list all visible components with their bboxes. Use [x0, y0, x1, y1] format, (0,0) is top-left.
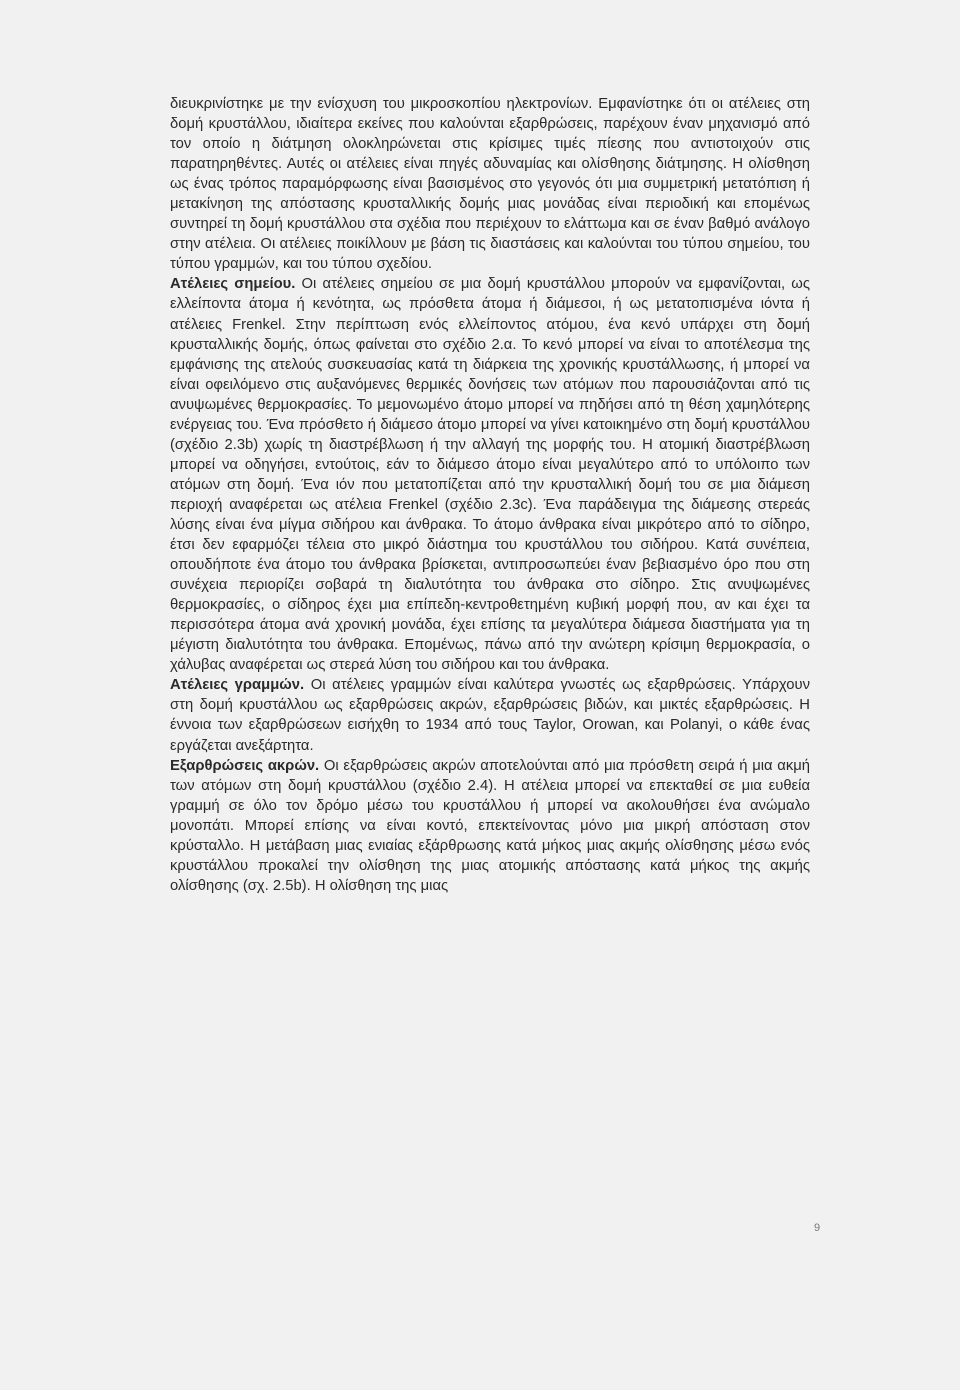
section-heading: Ατέλειες γραμμών.: [170, 677, 305, 694]
paragraph-line-defects: [170, 675, 810, 755]
paragraph-intro: [170, 94, 810, 274]
paragraph-edge-dislocations: [170, 756, 810, 896]
paragraph-text: διευκρινίστηκε με την ενίσχυση του μικροσκοπίου ηλεκτρονίων. Εμφανίστηκε ότι οι ατέλειες στη δομή κρυστάλλου, ιδιαίτερα εκείνες που καλούνται εξαρθρώσεις, παρέχουν έναν μηχανισμό από τον οποίο η διάτμηση ολοκληρώνεται στις κρίσιμες τιμές πίεσης που αντιστοιχούν στις παρατηρηθέντες. Αυτές οι ατέλειες είναι πηγές αδυναμίας και ολίσθησης διάτμησης. Η ολίσθηση ως ένας τρόπος παραμόρφωσης είναι βασισμένος στο γεγονός ότι μια συμμετρική μετατόπιση ή μετακίνηση της απόστασης κρυσταλλικής δομής μιας μονάδας είναι περιοδική και επομένως συντηρεί τη δομή κρυστάλλου στα σχέδια που περιέχουν το ελάττωμα και σε έναν βαθμό ανάλογο στην ατέλεια. Οι ατέλειες ποικίλλουν με βάση τις διαστάσεις και καλούνται του τύπου σημείου, του τύπου γραμμών, και του τύπου σχεδίου.: [170, 96, 810, 273]
paragraph-text: Οι ατέλειες σημείου σε μια δομή κρυστάλλου μπορούν να εμφανίζονται, ως ελλείποντα άτομα ή κενότητα, ως πρόσθετα άτομα ή διάμεσοι, ή ως μετατοπισμένα ιόντα ή ατέλειες Frenkel. Στην περίπτωση ενός ελλείποντος ατόμου, ένα κενό υπάρχει στη δομή κρυσταλλικής δομής, όπως φαίνεται στο σχέδιο 2.α. Το κενό μπορεί να είναι το αποτέλεσμα της εμφάνισης της ατελούς συσκευασίας κατά τη διάρκεια της χρονικής κρυστάλλωσης, ή μπορεί να είναι οφειλόμενο στις αυξανόμενες θερμικές δονήσεις των ατόμων που παρουσιάζονται από τις ανυψωμένες θερμοκρασίες. Το μεμονωμένο άτομο μπορεί να πηδήσει από τη θέση χαμηλότερης ενέργειας του. Ένα πρόσθετο ή διάμεσο άτομο μπορεί να γίνει κατοικημένο στη δομή κρυστάλλου (σχέδιο 2.3b) χωρίς τη διαστρέβλωση ή την αλλαγή της μορφής του. Η ατομική διαστρέβλωση μπορεί να οδηγήσει, εντούτοις, εάν το διάμεσο άτομο είναι μεγαλύτερο από το υπόλοιπο των ατόμων στη δομή. Ένα ιόν που μετατοπίζεται από την κρυσταλλική δομή του σε μια διάμεση περιοχή αναφέρεται ως ατέλεια Frenkel (σχέδιο 2.3c). Ένα παράδειγμα της διάμεσης στερεάς λύσης είναι ένα μίγμα σιδήρου και άνθρακα. Το άτομο άνθρακα είναι μικρότερο από το σίδηρο, έτσι δεν εφαρμόζει τέλεια στο μικρό διάστημα του κρυστάλλου του σιδήρου. Κατά συνέπεια, οπουδήποτε ένα άτομο του άνθρακα βρίσκεται, αντιπροσωπεύει έναν βεβιασμένο όρο που στη συνέχεια περιορίζει σοβαρά τη διαλυτότητα του άνθρακα στο σίδηρο. Στις ανυψωμένες θερμοκρασίες, ο σίδηρος έχει μια επίπεδη-κεντροθετημένη κυβική μορφή που, αν και έχει τα περισσότερα άτομα ανά χρονική μονάδα, έχει επίσης τα μεγαλύτερα διάμεσα διαστήματα για τη μέγιστη διαλυτότητα του άνθρακα. Επομένως, πάνω από την ανώτερη κρίσιμη θερμοκρασία, ο χάλυβας αναφέρεται ως στερεά λύση του σιδήρου και του άνθρακα.: [170, 276, 810, 674]
paragraph-point-defects: [170, 274, 810, 675]
page-number: 9: [814, 1222, 821, 1234]
paragraph-text: Οι εξαρθρώσεις ακρών αποτελούνται από μια πρόσθετη σειρά ή μια ακμή των ατόμων στη δομή κρυστάλλου (σχέδιο 2.4). Η ατέλεια μπορεί να επεκταθεί σε μια ευθεία γραμμή σε όλο τον δρόμο μέσω του κρυστάλλου ή μπορεί να ακολουθήσει ένα ανώμαλο μονοπάτι. Μπορεί επίσης να είναι κοντό, επεκτείνοντας μόνο μια μικρή απόσταση στον κρύσταλλο. Η μετάβαση μιας ενιαίας εξάρθρωσης κατά μήκος μιας ακμής ολίσθησης μέσω ενός κρυστάλλου προκαλεί την ολίσθηση της μιας ατομικής απόστασης κατά μήκος της ακμής ολίσθησης (σχ. 2.5b). Η ολίσθηση της μιας: [170, 757, 810, 894]
body-text: [170, 94, 810, 896]
paragraph-text: Οι ατέλειες γραμμών είναι καλύτερα γνωστές ως εξαρθρώσεις. Υπάρχουν στη δομή κρυστάλλου ως εξαρθρώσεις ακρών, εξαρθρώσεις βιδών, και μικτές εξαρθρώσεις. Η έννοια των εξαρθρώσεων εισήχθη το 1934 από τους Taylor, Orowan, και Polanyi, ο κάθε ένας εργάζεται ανεξάρτητα.: [170, 677, 810, 754]
section-heading: Εξαρθρώσεις ακρών.: [170, 757, 320, 774]
section-heading: Ατέλειες σημείου.: [170, 276, 296, 293]
